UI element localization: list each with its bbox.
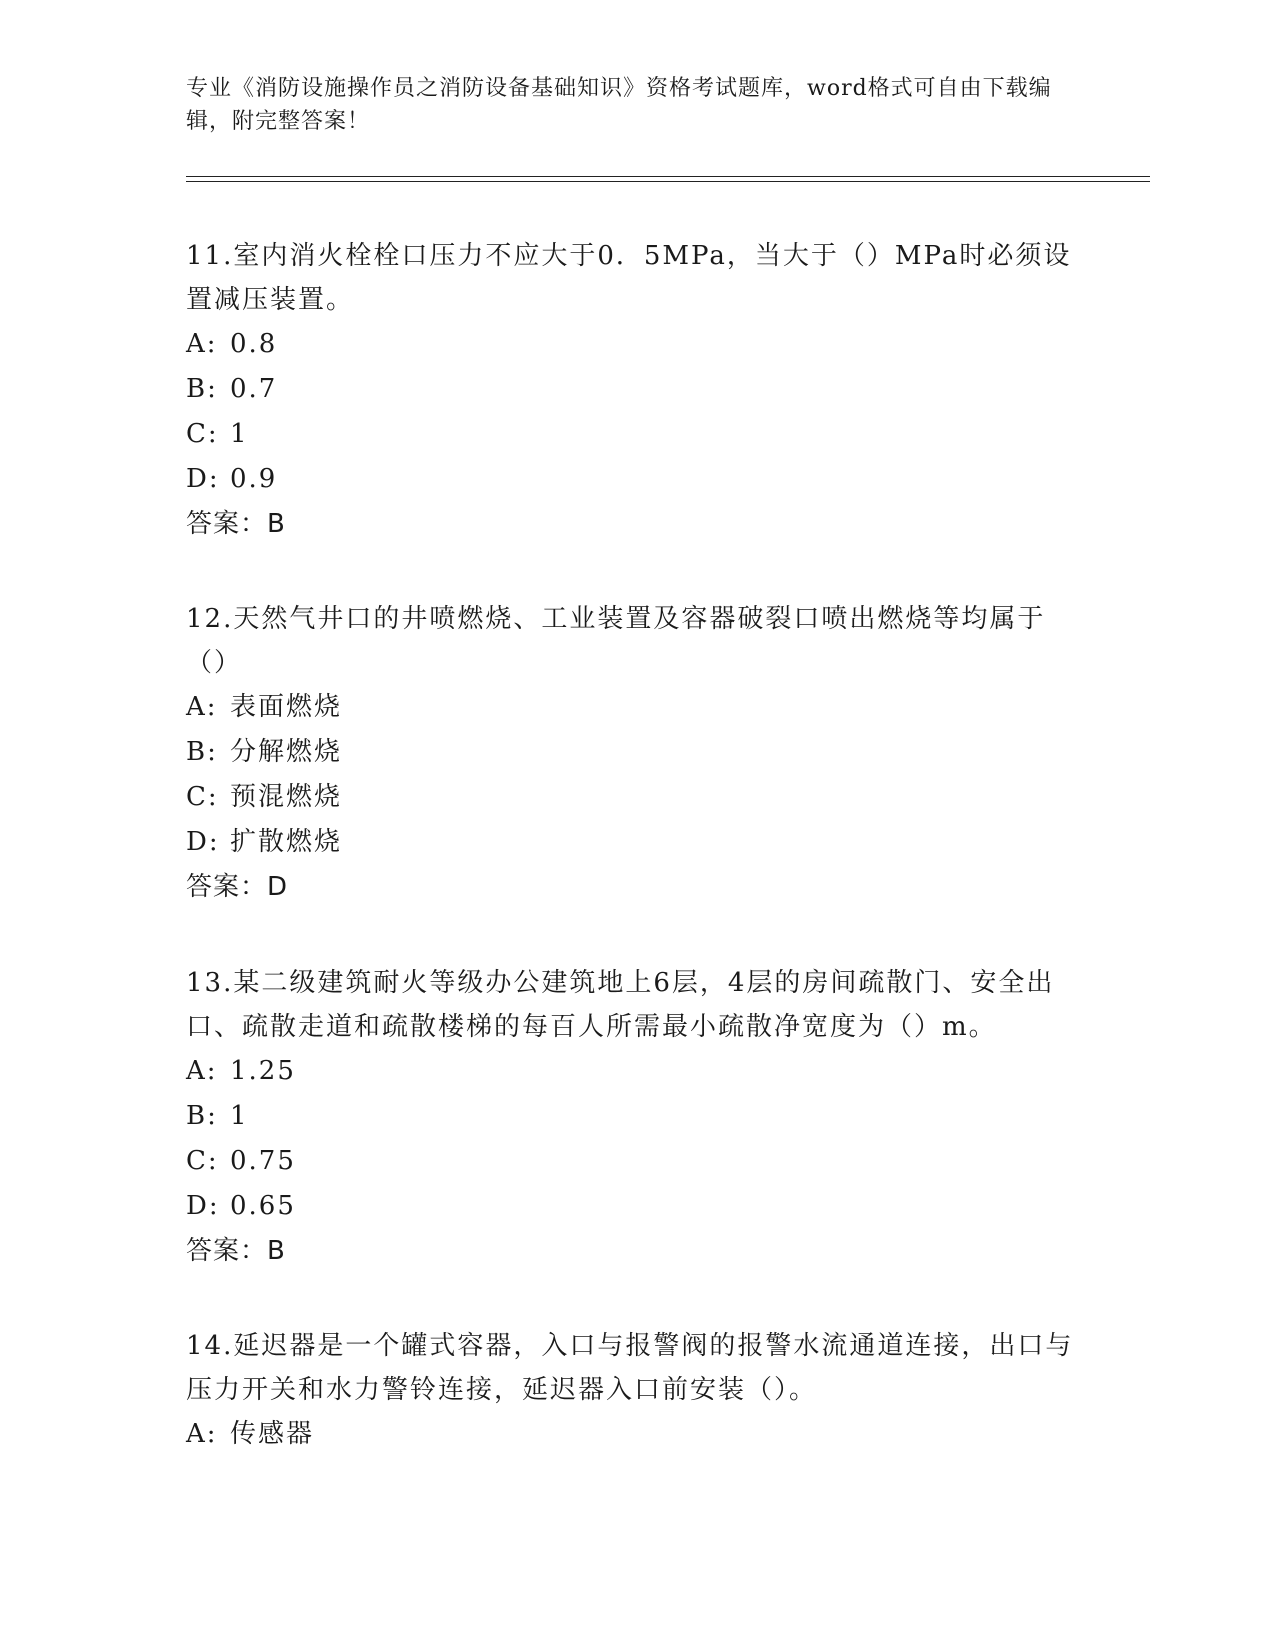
- option-text: 表面燃烧: [230, 692, 343, 722]
- option-key: D:: [186, 464, 220, 494]
- option-a: [186, 1049, 1086, 1094]
- option-a: [186, 685, 1086, 730]
- option-c: [186, 1139, 1086, 1184]
- option-text: 0.8: [230, 329, 278, 359]
- option-key: D:: [186, 827, 220, 857]
- option-key: D:: [186, 1191, 220, 1221]
- option-text: 0.9: [230, 464, 278, 494]
- option-key: C:: [186, 782, 219, 812]
- header-divider-bottom: [186, 181, 1150, 182]
- option-key: B:: [186, 374, 218, 404]
- option-a: [186, 322, 1086, 367]
- option-d: [186, 457, 1086, 502]
- option-key: A:: [186, 329, 218, 359]
- option-d: [186, 1184, 1086, 1229]
- header-divider-top: [186, 176, 1150, 177]
- option-c: [186, 775, 1086, 820]
- option-text: 传感器: [230, 1419, 315, 1449]
- answer-line: 答案：D: [186, 872, 289, 902]
- question-12: [186, 597, 1086, 910]
- question-stem: 12.天然气井口的井喷燃烧、工业装置及容器破裂口喷出燃烧等均属于（）: [186, 604, 1046, 678]
- answer-line: 答案：B: [186, 509, 286, 539]
- question-stem: 11.室内消火栓栓口压力不应大于0．5MPa，当大于（）MPa时必须设置减压装置。: [186, 241, 1072, 315]
- option-d: [186, 820, 1086, 865]
- option-text: 1.25: [230, 1056, 296, 1086]
- answer-line: 答案：B: [186, 1236, 286, 1266]
- option-key: B:: [186, 1101, 218, 1131]
- option-text: 1: [230, 419, 249, 449]
- option-a: [186, 1412, 1086, 1457]
- option-text: 1: [230, 1101, 249, 1131]
- question-14: [186, 1324, 1086, 1457]
- option-c: [186, 412, 1086, 457]
- question-stem: 13.某二级建筑耐火等级办公建筑地上6层，4层的房间疏散门、安全出口、疏散走道和疏散楼梯的每百人所需最小疏散净宽度为（）m。: [186, 968, 1055, 1042]
- option-text: 0.65: [230, 1191, 296, 1221]
- option-key: A:: [186, 1419, 218, 1449]
- option-b: [186, 1094, 1086, 1139]
- option-key: A:: [186, 692, 218, 722]
- document-header: 专业《消防设施操作员之消防设备基础知识》资格考试题库，word格式可自由下载编辑，附完整答案！: [186, 76, 1052, 134]
- option-text: 扩散燃烧: [230, 827, 343, 857]
- option-text: 分解燃烧: [230, 737, 343, 767]
- question-13: [186, 961, 1086, 1274]
- question-stem: 14.延迟器是一个罐式容器，入口与报警阀的报警水流通道连接，出口与压力开关和水力警铃连接，延迟器入口前安装（）。: [186, 1331, 1074, 1405]
- option-key: A:: [186, 1056, 218, 1086]
- option-key: C:: [186, 1146, 219, 1176]
- option-key: B:: [186, 737, 218, 767]
- option-b: [186, 730, 1086, 775]
- option-text: 0.7: [230, 374, 278, 404]
- option-text: 0.75: [230, 1146, 296, 1176]
- question-11: [186, 234, 1086, 547]
- option-key: C:: [186, 419, 219, 449]
- option-text: 预混燃烧: [230, 782, 343, 812]
- option-b: [186, 367, 1086, 412]
